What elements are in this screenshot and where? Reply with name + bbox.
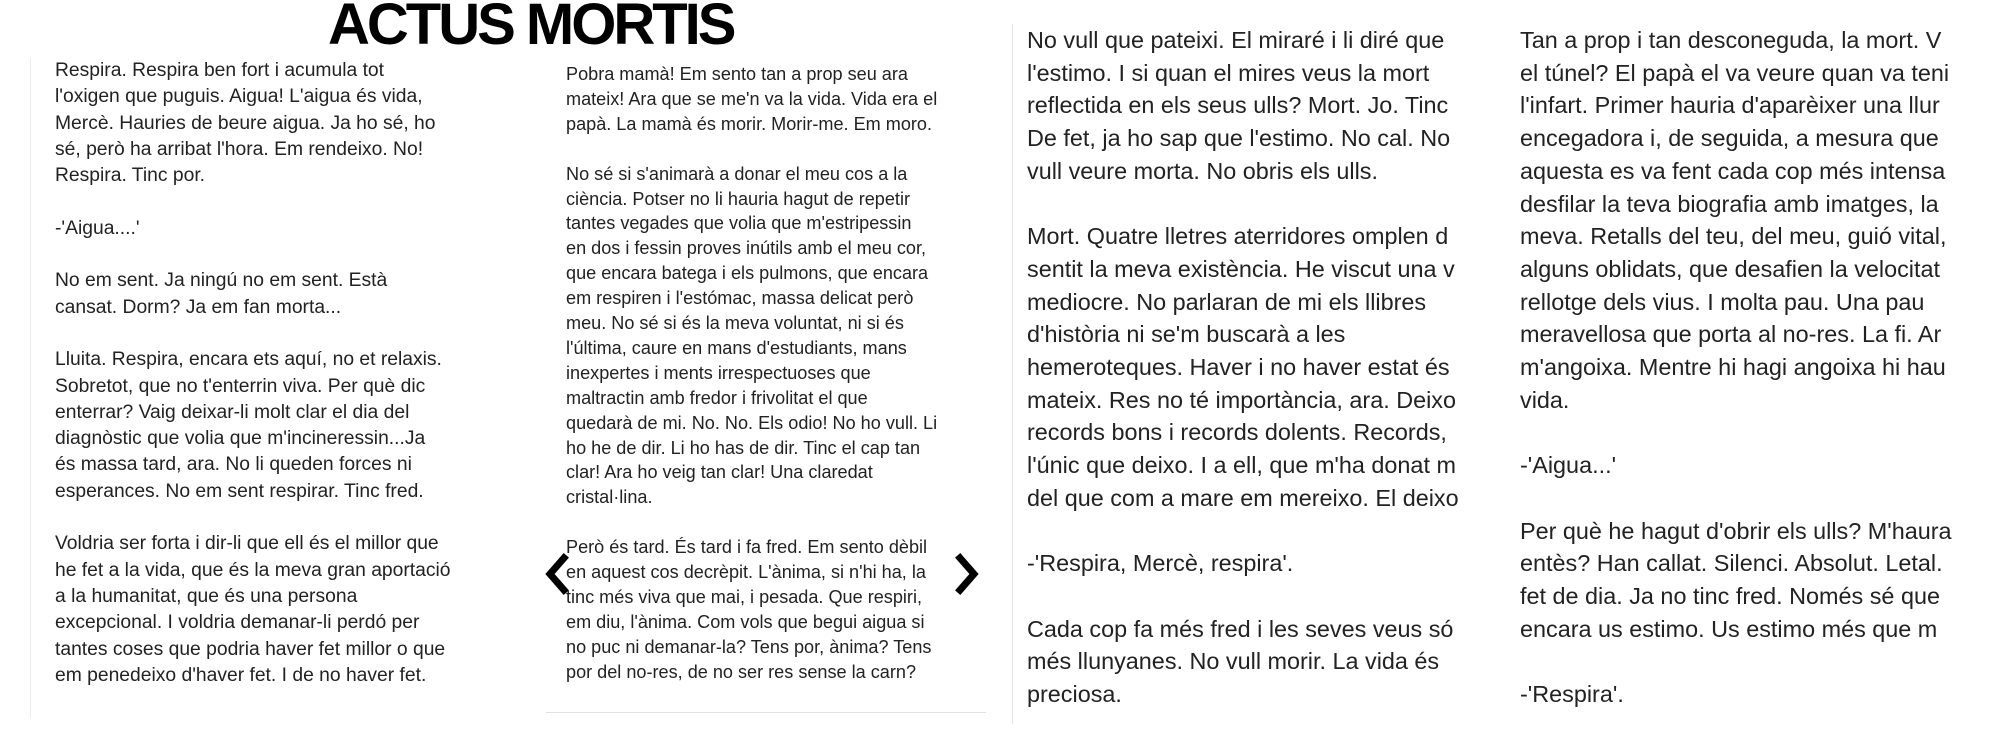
paragraph: -'Respira'.: [1520, 681, 1624, 708]
page-text-1: [55, 58, 495, 715]
paragraph: Però és tard. És tard i fa fred. Em sento dèbil en aquest cos decrèpit. L'ànima, si n'hi ha, la tinc més viva que mai, i pesada. Que respiri, em diu, l'ànima. Com vols que begui aigua si no puc ni demanar-la? Tens por, ànima? Tens por del no-res, de no ser res sense la carn?: [566, 537, 932, 682]
paragraph: No vull que pateixi. El miraré i li diré que l'estimo. I si quan el mires veus la mort reflectida en els seus ulls? Mort. Jo. Tinc De fet, ja ho sap que l'estimo. No cal. No vull veure morta. No obris els ulls.: [1027, 27, 1451, 184]
paragraph: No em sent. Ja ningú no em sent. Està cansat. Dorm? Ja em fan morta...: [55, 270, 388, 318]
paragraph: -'Aigua....': [55, 217, 140, 239]
chevron-left-icon: [542, 552, 572, 596]
paragraph: Lluita. Respira, encara ets aquí, no et relaxis. Sobretot, que no t'enterrin viva. Per què dic enterrar? Vaig deixar-li molt clar el dia del diagnòstic que volia que m'incineressin...Ja és massa tard, ara. No li queden forces ni esperances. No em sent respirar. Tinc fred.: [55, 349, 442, 502]
paragraph: No sé si s'animarà a donar el meu cos a la ciència. Potser no li hauria hagut de repetir tantes vegades que volia que m'estripessin en dos i fessin proves inútils amb el meu cor, que encara batega i els pulmons, que encara em respiren i l'estómac, massa delicat però meu. No sé si és la meva voluntat, ni si és l'última, caure en mans d'estudiants, mans inexpertes i ments irrespectuoses que maltractin amb fredor i frivolitat el que quedarà de mi. No. No. Els odio! No ho vull. Li ho he de dir. Li ho has de dir. Tinc el cap tan clar! Ara ho veig tan clar! Una claredat cristal·lina.: [566, 163, 938, 508]
next-page-button[interactable]: [948, 548, 986, 600]
page-text-2: [566, 62, 976, 710]
page-text-4: [1520, 24, 1973, 724]
paragraph: Tan a prop i tan desconeguda, la mort. V el túnel? El papà el va veure quan va teni l'infart. Primer hauria d'aparèixer una llur encegadora i, de seguida, a mesura que aquesta es va fent cada cop més intensa desfilar la teva biografia amb imatges, la meva. Retalls del teu, del meu, guió vital, alguns oblidats, que desafien la velocitat rellotge dels vius. I molta pau. Una pau meravellosa que porta al no-res. La fi. Ar m'angoixa. Mentre hi hagi angoixa hi hau vida.: [1520, 27, 1950, 413]
page-panel-4: [1508, 24, 1973, 724]
chevron-right-icon: [952, 552, 982, 596]
paragraph: -'Aigua...': [1520, 452, 1617, 479]
previous-page-button[interactable]: [538, 548, 576, 600]
paragraph: -'Respira, Mercè, respira'.: [1027, 550, 1294, 577]
page-panel-2: [546, 62, 986, 713]
page-panel-3: [1012, 24, 1493, 724]
page-panel-1: [30, 58, 501, 718]
paragraph: Mort. Quatre lletres aterridores omplen d sentit la meva existència. He viscut una v mediocre. No parlaran de mi els llibres d'història ni se'm buscarà a les hemeroteques. Haver i no haver estat és mateix. Res no té importància, ara. Deixo records bons i records dolents. Records, l'únic que deixo. I a ell, que m'ha donat m del que com a mare em mereixo. El deixo: [1027, 223, 1459, 511]
paragraph: Voldria ser forta i dir-li que ell és el millor que he fet a la vida, que és la meva gran aportació a la humanitat, que és una persona excepcional. I voldria demanar-li perdó per tantes coses que podria haver fet millor o que em penedeixo d'haver fet. I de no haver fet.: [55, 533, 451, 686]
paragraph: Pobra mamà! Em sento tan a prop seu ara mateix! Ara que se me'n va la vida. Vida era el papà. La mamà és morir. Morir-me. Em moro.: [566, 64, 938, 134]
paragraph: Per què he hagut d'obrir els ulls? M'haura entès? Han callat. Silenci. Absolut. Letal. fet de dia. Ja no tinc fred. Només sé que encara us estimo. Us estimo més que m: [1520, 517, 1952, 642]
page-text-3: [1027, 24, 1493, 724]
collage-title: ACTUS MORTIS: [328, 0, 734, 57]
paragraph: Respira. Respira ben fort i acumula tot l'oxigen que puguis. Aigua! L'aigua és vida, Mercè. Hauries de beure aigua. Ja ho sé, ho sé, però ha arribat l'hora. Em rendeixo. No! Respira. Tinc por.: [55, 60, 436, 187]
paragraph: Cada cop fa més fred i les seves veus só més llunyanes. No vull morir. La vida és preciosa.: [1027, 615, 1454, 708]
